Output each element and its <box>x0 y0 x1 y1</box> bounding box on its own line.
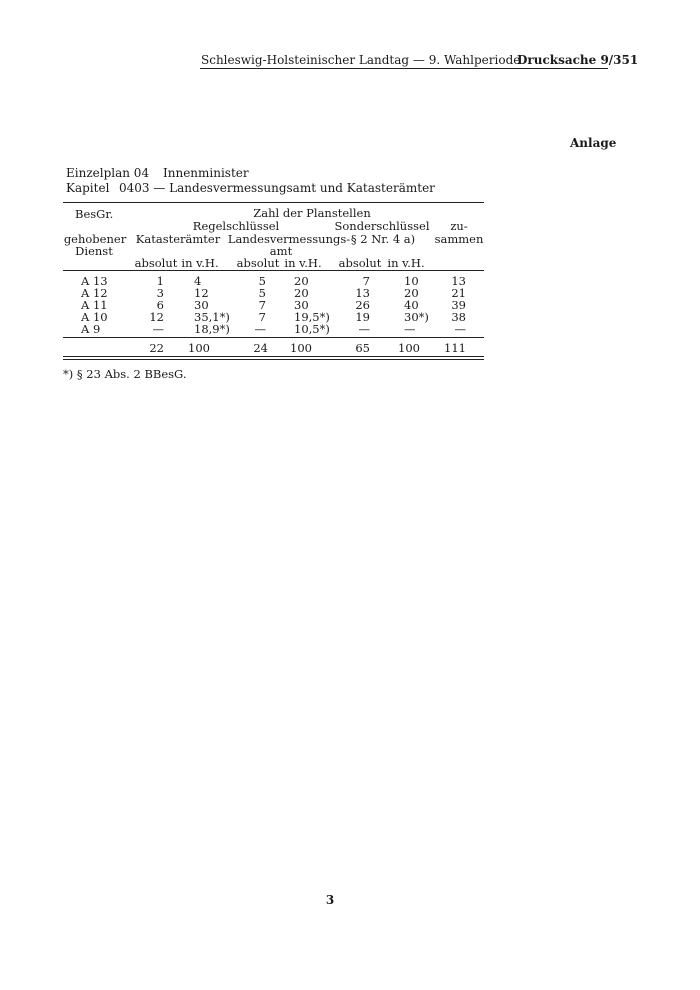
header-rule <box>200 68 608 69</box>
footnote: *) § 23 Abs. 2 BBesG. <box>63 367 187 381</box>
table-row-besgr: A 12 <box>81 286 108 300</box>
table-row-besgr: A 13 <box>81 274 108 288</box>
sub-header-invh-kataster: in v.H. <box>181 256 219 270</box>
table-cell: 7 <box>362 274 370 288</box>
sub-header-absolut-landes: absolut <box>236 256 280 270</box>
col-header-gehobener: gehobener <box>63 232 127 246</box>
total-cell: 111 <box>444 341 466 355</box>
table-cell: 20 <box>404 286 419 300</box>
table-cell: 3 <box>156 286 164 300</box>
table-cell: 1 <box>156 274 164 288</box>
table-cell: 20 <box>294 286 309 300</box>
einzelplan-label: Einzelplan 04 <box>66 166 150 180</box>
table-cell: — <box>358 322 370 336</box>
table-cell: 13 <box>451 274 466 288</box>
total-top-rule <box>63 337 484 338</box>
table-cell: 38 <box>451 310 466 324</box>
col-header-zahl: Zahl der Planstellen <box>253 206 371 220</box>
table-cell: 19,5*) <box>294 310 330 324</box>
table-cell: 20 <box>294 274 309 288</box>
table-cell: 35,1*) <box>194 310 230 324</box>
table-cell: 7 <box>258 310 266 324</box>
kapitel-label: Kapitel <box>66 181 110 195</box>
sub-header-absolut-sonder: absolut <box>338 256 382 270</box>
total-cell: 100 <box>188 341 210 355</box>
page-number: 3 <box>325 893 335 907</box>
table-cell: 21 <box>451 286 466 300</box>
sub-header-invh-landes: in v.H. <box>284 256 322 270</box>
header-bottom-rule <box>63 270 484 271</box>
table-cell: 12 <box>149 310 164 324</box>
col-header-zus-2: sammen <box>434 232 484 246</box>
table-cell: 7 <box>258 298 266 312</box>
sub-header-invh-sonder: in v.H. <box>387 256 425 270</box>
table-cell: 19 <box>355 310 370 324</box>
col-header-kataster: Katasterämter <box>135 232 221 246</box>
sub-header-absolut-kataster: absolut <box>134 256 178 270</box>
table-cell: 40 <box>404 298 419 312</box>
col-header-sonder-2: § 2 Nr. 4 a) <box>350 232 416 246</box>
col-header-landes-2: amt <box>269 244 293 258</box>
table-cell: 10 <box>404 274 419 288</box>
table-cell: 30*) <box>404 310 429 324</box>
table-cell: 5 <box>258 286 266 300</box>
table-cell: — <box>254 322 266 336</box>
total-cell: 100 <box>290 341 312 355</box>
table-bottom-rule-1 <box>63 356 484 357</box>
table-cell: 6 <box>156 298 164 312</box>
table-cell: — <box>454 322 466 336</box>
col-header-landes-1: Landesvermessungs- <box>227 232 351 246</box>
col-header-besgr: BesGr. <box>75 207 114 221</box>
table-cell: — <box>152 322 164 336</box>
col-header-sonder: Sonderschlüssel <box>334 219 430 233</box>
table-cell: 12 <box>194 286 209 300</box>
col-header-zus-1: zu- <box>450 219 468 233</box>
drucksache-number: Drucksache 9/351 <box>517 53 639 67</box>
total-cell: 100 <box>398 341 420 355</box>
table-cell: 18,9*) <box>194 322 230 336</box>
kapitel-value: 0403 — Landesvermessungsamt und Katasterämter <box>119 181 435 195</box>
table-cell: 4 <box>194 274 202 288</box>
table-bottom-rule-2 <box>63 359 484 360</box>
table-top-rule <box>63 202 484 203</box>
table-cell: — <box>404 322 416 336</box>
table-row-besgr: A 9 <box>81 322 101 336</box>
running-header-title: Schleswig-Holsteinischer Landtag — 9. Wahlperiode <box>201 53 521 67</box>
table-cell: 30 <box>194 298 209 312</box>
table-cell: 13 <box>355 286 370 300</box>
table-cell: 26 <box>355 298 370 312</box>
col-header-regel: Regelschlüssel <box>192 219 280 233</box>
table-cell: 39 <box>451 298 466 312</box>
einzelplan-value: Innenminister <box>163 166 249 180</box>
table-cell: 10,5*) <box>294 322 330 336</box>
col-header-dienst: Dienst <box>75 244 113 258</box>
total-cell: 22 <box>149 341 164 355</box>
table-row-besgr: A 10 <box>81 310 108 324</box>
table-row-besgr: A 11 <box>81 298 108 312</box>
anlage-label: Anlage <box>570 136 617 150</box>
total-cell: 24 <box>253 341 268 355</box>
table-cell: 30 <box>294 298 309 312</box>
table-cell: 5 <box>258 274 266 288</box>
total-cell: 65 <box>355 341 370 355</box>
